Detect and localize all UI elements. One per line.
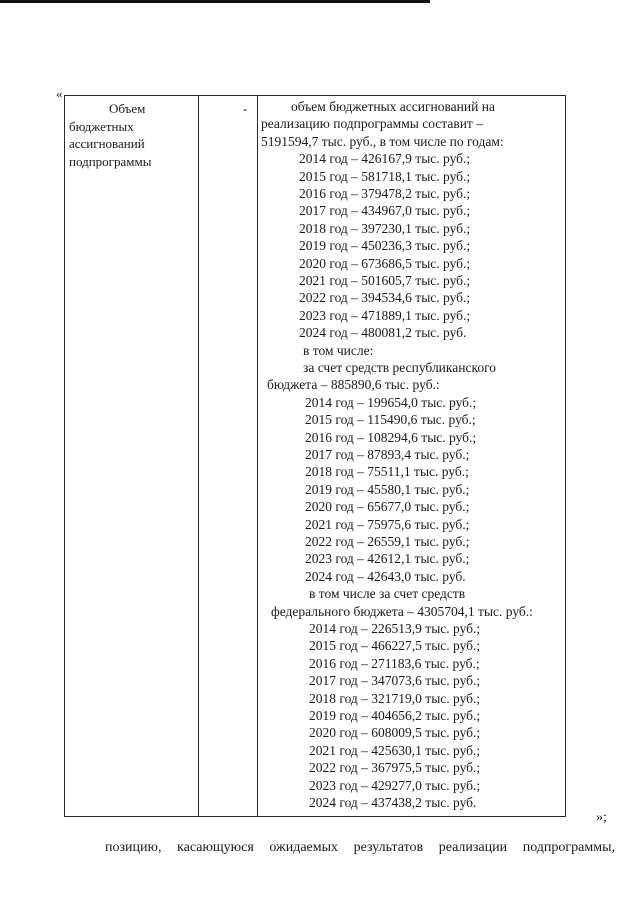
- republic-year-line: 2018 год – 75511,1 тыс. руб.;: [305, 464, 469, 480]
- federal-year-line: 2021 год – 425630,1 тыс. руб.;: [309, 742, 481, 758]
- federal-heading-line: федерального бюджета – 4305704,1 тыс. руб.:: [271, 603, 533, 619]
- republic-year-line: 2024 год – 42643,0 тыс. руб.: [305, 568, 466, 584]
- column-divider: [198, 96, 199, 816]
- republic-heading-line: бюджета – 885890,6 тыс. руб.:: [267, 377, 440, 393]
- federal-year-line: 2017 год – 347073,6 тыс. руб.;: [309, 673, 481, 689]
- intro-line: 5191594,7 тыс. руб., в том числе по годам:: [261, 133, 504, 149]
- federal-year-line: 2018 год – 321719,0 тыс. руб.;: [309, 690, 481, 706]
- row-name-line: ассигнований: [69, 136, 145, 151]
- column-divider: [257, 96, 258, 816]
- federal-year-line: 2014 год – 226513,9 тыс. руб.;: [309, 621, 481, 636]
- total-year-line: 2017 год – 434967,0 тыс. руб.;: [299, 203, 471, 219]
- row-name-line: бюджетных: [69, 118, 134, 134]
- total-year-line: 2021 год – 501605,7 тыс. руб.;: [299, 273, 471, 288]
- budget-table: [64, 95, 566, 817]
- federal-year-line: 2019 год – 404656,2 тыс. руб.;: [309, 708, 481, 723]
- dash-cell: -: [243, 101, 248, 116]
- federal-year-line: 2022 год – 367975,5 тыс. руб.;: [309, 760, 481, 776]
- close-quote: »;: [596, 810, 607, 825]
- total-year-line: 2022 год – 394534,6 тыс. руб.;: [299, 290, 471, 306]
- row-name-line: Объем: [109, 101, 146, 116]
- top-rule: [0, 0, 430, 3]
- republic-year-line: 2014 год – 199654,0 тыс. руб.;: [305, 394, 477, 410]
- federal-heading-line: в том числе за счет средств: [309, 586, 466, 602]
- row-name-line: подпрограммы: [69, 153, 152, 169]
- republic-year-line: 2017 год – 87893,4 тыс. руб.;: [305, 447, 470, 462]
- republic-heading-line: за счет средств республиканского: [303, 360, 497, 375]
- total-year-line: 2015 год – 581718,1 тыс. руб.;: [299, 168, 471, 184]
- republic-year-line: 2020 год – 65677,0 тыс. руб.;: [305, 499, 470, 515]
- federal-year-line: 2023 год – 429277,0 тыс. руб.;: [309, 777, 481, 793]
- intro-line: объем бюджетных ассигнований на: [291, 99, 495, 114]
- federal-year-line: 2020 год – 608009,5 тыс. руб.;: [309, 725, 481, 741]
- republic-year-line: 2023 год – 42612,1 тыс. руб.;: [305, 551, 470, 567]
- republic-year-line: 2022 год – 26559,1 тыс. руб.;: [305, 534, 470, 549]
- total-year-line: 2014 год – 426167,9 тыс. руб.;: [299, 151, 471, 167]
- republic-year-line: 2021 год – 75975,6 тыс. руб.;: [305, 516, 470, 532]
- total-year-line: 2024 год – 480081,2 тыс. руб.: [299, 325, 467, 341]
- row-name-cell: [69, 100, 195, 170]
- total-year-line: 2018 год – 397230,1 тыс. руб.;: [299, 220, 471, 236]
- continuation-text: позицию, касающуюся ожидаемых результатов реализации подпрограммы,: [105, 840, 615, 855]
- total-year-line: 2020 год – 673686,5 тыс. руб.;: [299, 255, 471, 271]
- subheading-line: в том числе:: [303, 342, 374, 358]
- republic-year-line: 2019 год – 45580,1 тыс. руб.;: [305, 481, 470, 497]
- republic-year-line: 2015 год – 115490,6 тыс. руб.;: [305, 412, 476, 428]
- total-year-line: 2023 год – 471889,1 тыс. руб.;: [299, 307, 471, 323]
- republic-year-line: 2016 год – 108294,6 тыс. руб.;: [305, 429, 477, 445]
- federal-year-line: 2016 год – 271183,6 тыс. руб.;: [309, 655, 480, 671]
- total-year-line: 2019 год – 450236,3 тыс. руб.;: [299, 238, 471, 254]
- federal-year-line: 2024 год – 437438,2 тыс. руб.: [309, 795, 477, 810]
- total-year-line: 2016 год – 379478,2 тыс. руб.;: [299, 186, 471, 201]
- open-quote: «: [56, 86, 63, 101]
- federal-year-line: 2015 год – 466227,5 тыс. руб.;: [309, 638, 481, 654]
- intro-line: реализацию подпрограммы составит –: [261, 116, 483, 132]
